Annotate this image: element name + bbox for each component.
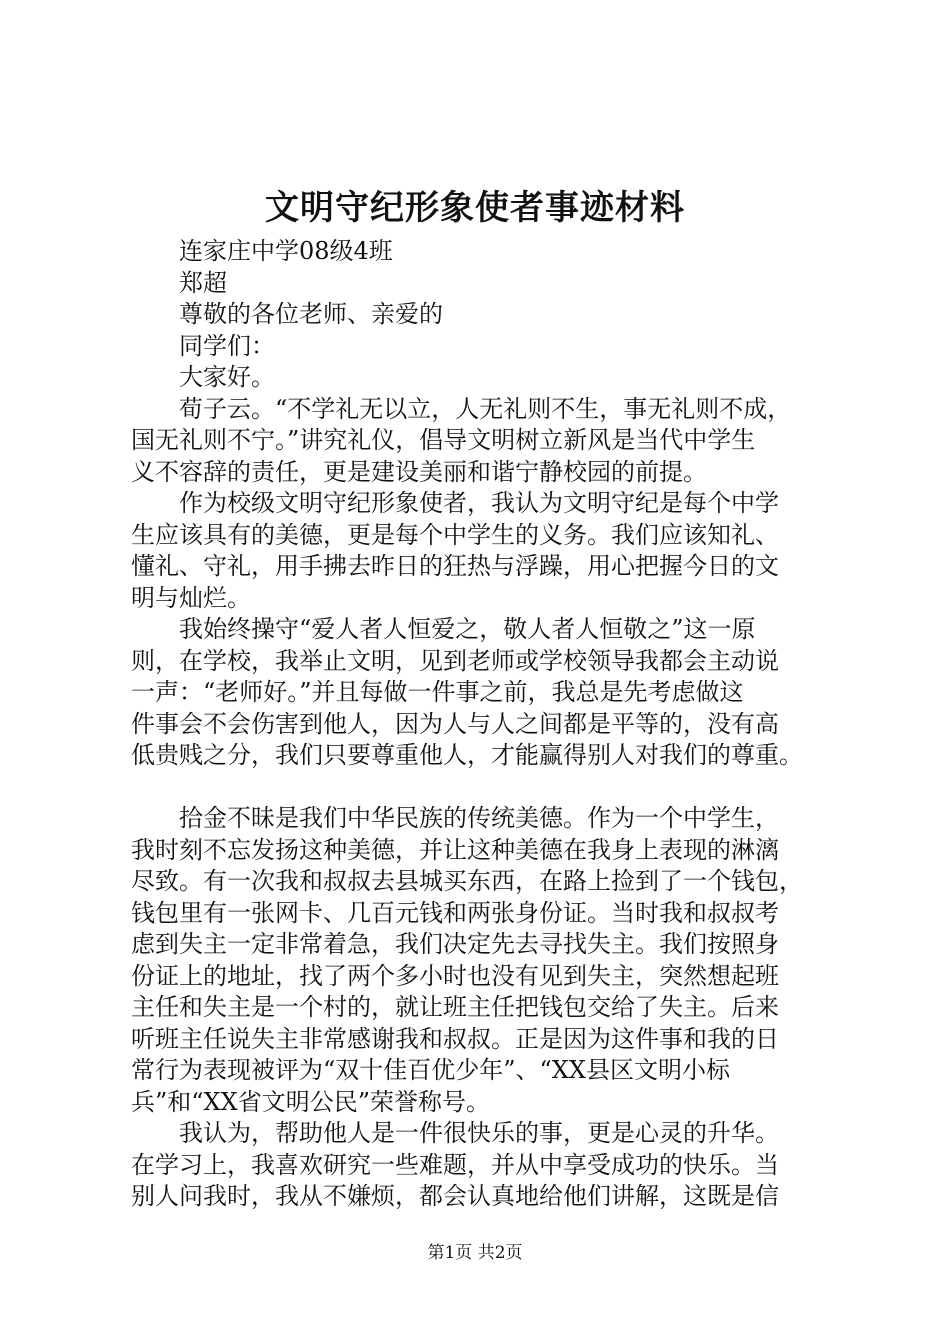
paragraph-1 (131, 394, 843, 489)
paragraph-line: 常行为表现被评为“双十佳百优少年”、“XX县区文明小标 (131, 1056, 730, 1084)
document-title: 文明守纪形象使者事迹材料 (265, 188, 685, 228)
paragraph-line: 别人问我时，我从不嫌烦，都会认真地给他们讲解，这既是信 (131, 1182, 779, 1210)
paragraph-line: 国无礼则不宁。”讲究礼仪，倡导文明树立新风是当代中学生 (131, 426, 756, 454)
paragraph-line: 件事会不会伤害到他人，因为人与人之间都是平等的，没有高 (131, 709, 779, 738)
paragraph-line: 虑到失主一定非常着急，我们决定先去寻找失主。我们按照身 (131, 930, 779, 958)
document-body (131, 236, 843, 1213)
paragraph-line: 拾金不昧是我们中华民族的传统美德。作为一个中学生， (179, 804, 779, 832)
header-line-greeting: 大家好。 (179, 363, 275, 391)
paragraph-line: 作为校级文明守纪形象使者，我认为文明守纪是每个中学 (179, 489, 779, 517)
paragraph-line: 份证上的地址，找了两个多小时也没有见到失主，突然想起班 (131, 961, 779, 990)
header-line-salutation-cont: 同学们： (179, 331, 275, 360)
paragraph-line: 兵”和“XX省文明公民”荣誉称号。 (131, 1087, 490, 1116)
paragraph-line: 我时刻不忘发扬这种美德，并让这种美德在我身上表现的淋漓 (131, 835, 779, 864)
paragraph-5 (131, 1118, 843, 1213)
paragraph-line: 明与灿烂。 (131, 583, 251, 612)
paragraph-line: 义不容辞的责任，更是建设美丽和谐宁静校园的前提。 (131, 457, 707, 486)
paragraph-line: 听班主任说失主非常感谢我和叔叔。正是因为这件事和我的日 (131, 1024, 779, 1053)
paragraph-line: 在学习上，我喜欢研究一些难题，并从中享受成功的快乐。当 (131, 1150, 779, 1179)
paragraph-line: 我始终操守“爱人者人恒爱之，敬人者人恒敬之”这一原 (179, 615, 756, 643)
paragraph-line: 荀子云。“不学礼无以立，人无礼则不生，事无礼则不成， (179, 394, 792, 423)
paragraph-line: 钱包里有一张网卡、几百元钱和两张身份证。当时我和叔叔考 (131, 898, 779, 927)
paragraph-line: 生应该具有的美德，更是每个中学生的义务。我们应该知礼、 (131, 520, 779, 549)
header-line-author: 郑超 (179, 268, 227, 297)
header-line-class: 连家庄中学08级4班 (179, 237, 393, 265)
paragraph-line: 则，在学校，我举止文明，见到老师或学校领导我都会主动说 (131, 646, 779, 675)
paragraph-line: 低贵贱之分，我们只要尊重他人，才能赢得别人对我们的尊重。 (131, 741, 803, 769)
paragraph-line: 我认为，帮助他人是一件很快乐的事，更是心灵的升华。 (179, 1119, 779, 1147)
paragraph-4 (131, 803, 843, 1118)
paragraph-line: 懂礼、守礼，用手拂去昨日的狂热与浮躁，用心把握今日的文 (131, 552, 779, 580)
paragraph-line: 一声：“老师好。”并且每做一件事之前，我总是先考虑做这 (131, 678, 744, 706)
header-line-salutation: 尊敬的各位老师、亲爱的 (179, 300, 443, 328)
page-number-footer: 第1页 共2页 (427, 1243, 523, 1263)
paragraph-line: 尽致。有一次我和叔叔去县城买东西，在路上捡到了一个钱包， (131, 867, 803, 895)
paragraph-2 (131, 488, 843, 614)
paragraph-spacer (131, 772, 843, 804)
paragraph-line: 主任和失主是一个村的，就让班主任把钱包交给了失主。后来 (131, 993, 779, 1021)
paragraph-3 (131, 614, 843, 772)
